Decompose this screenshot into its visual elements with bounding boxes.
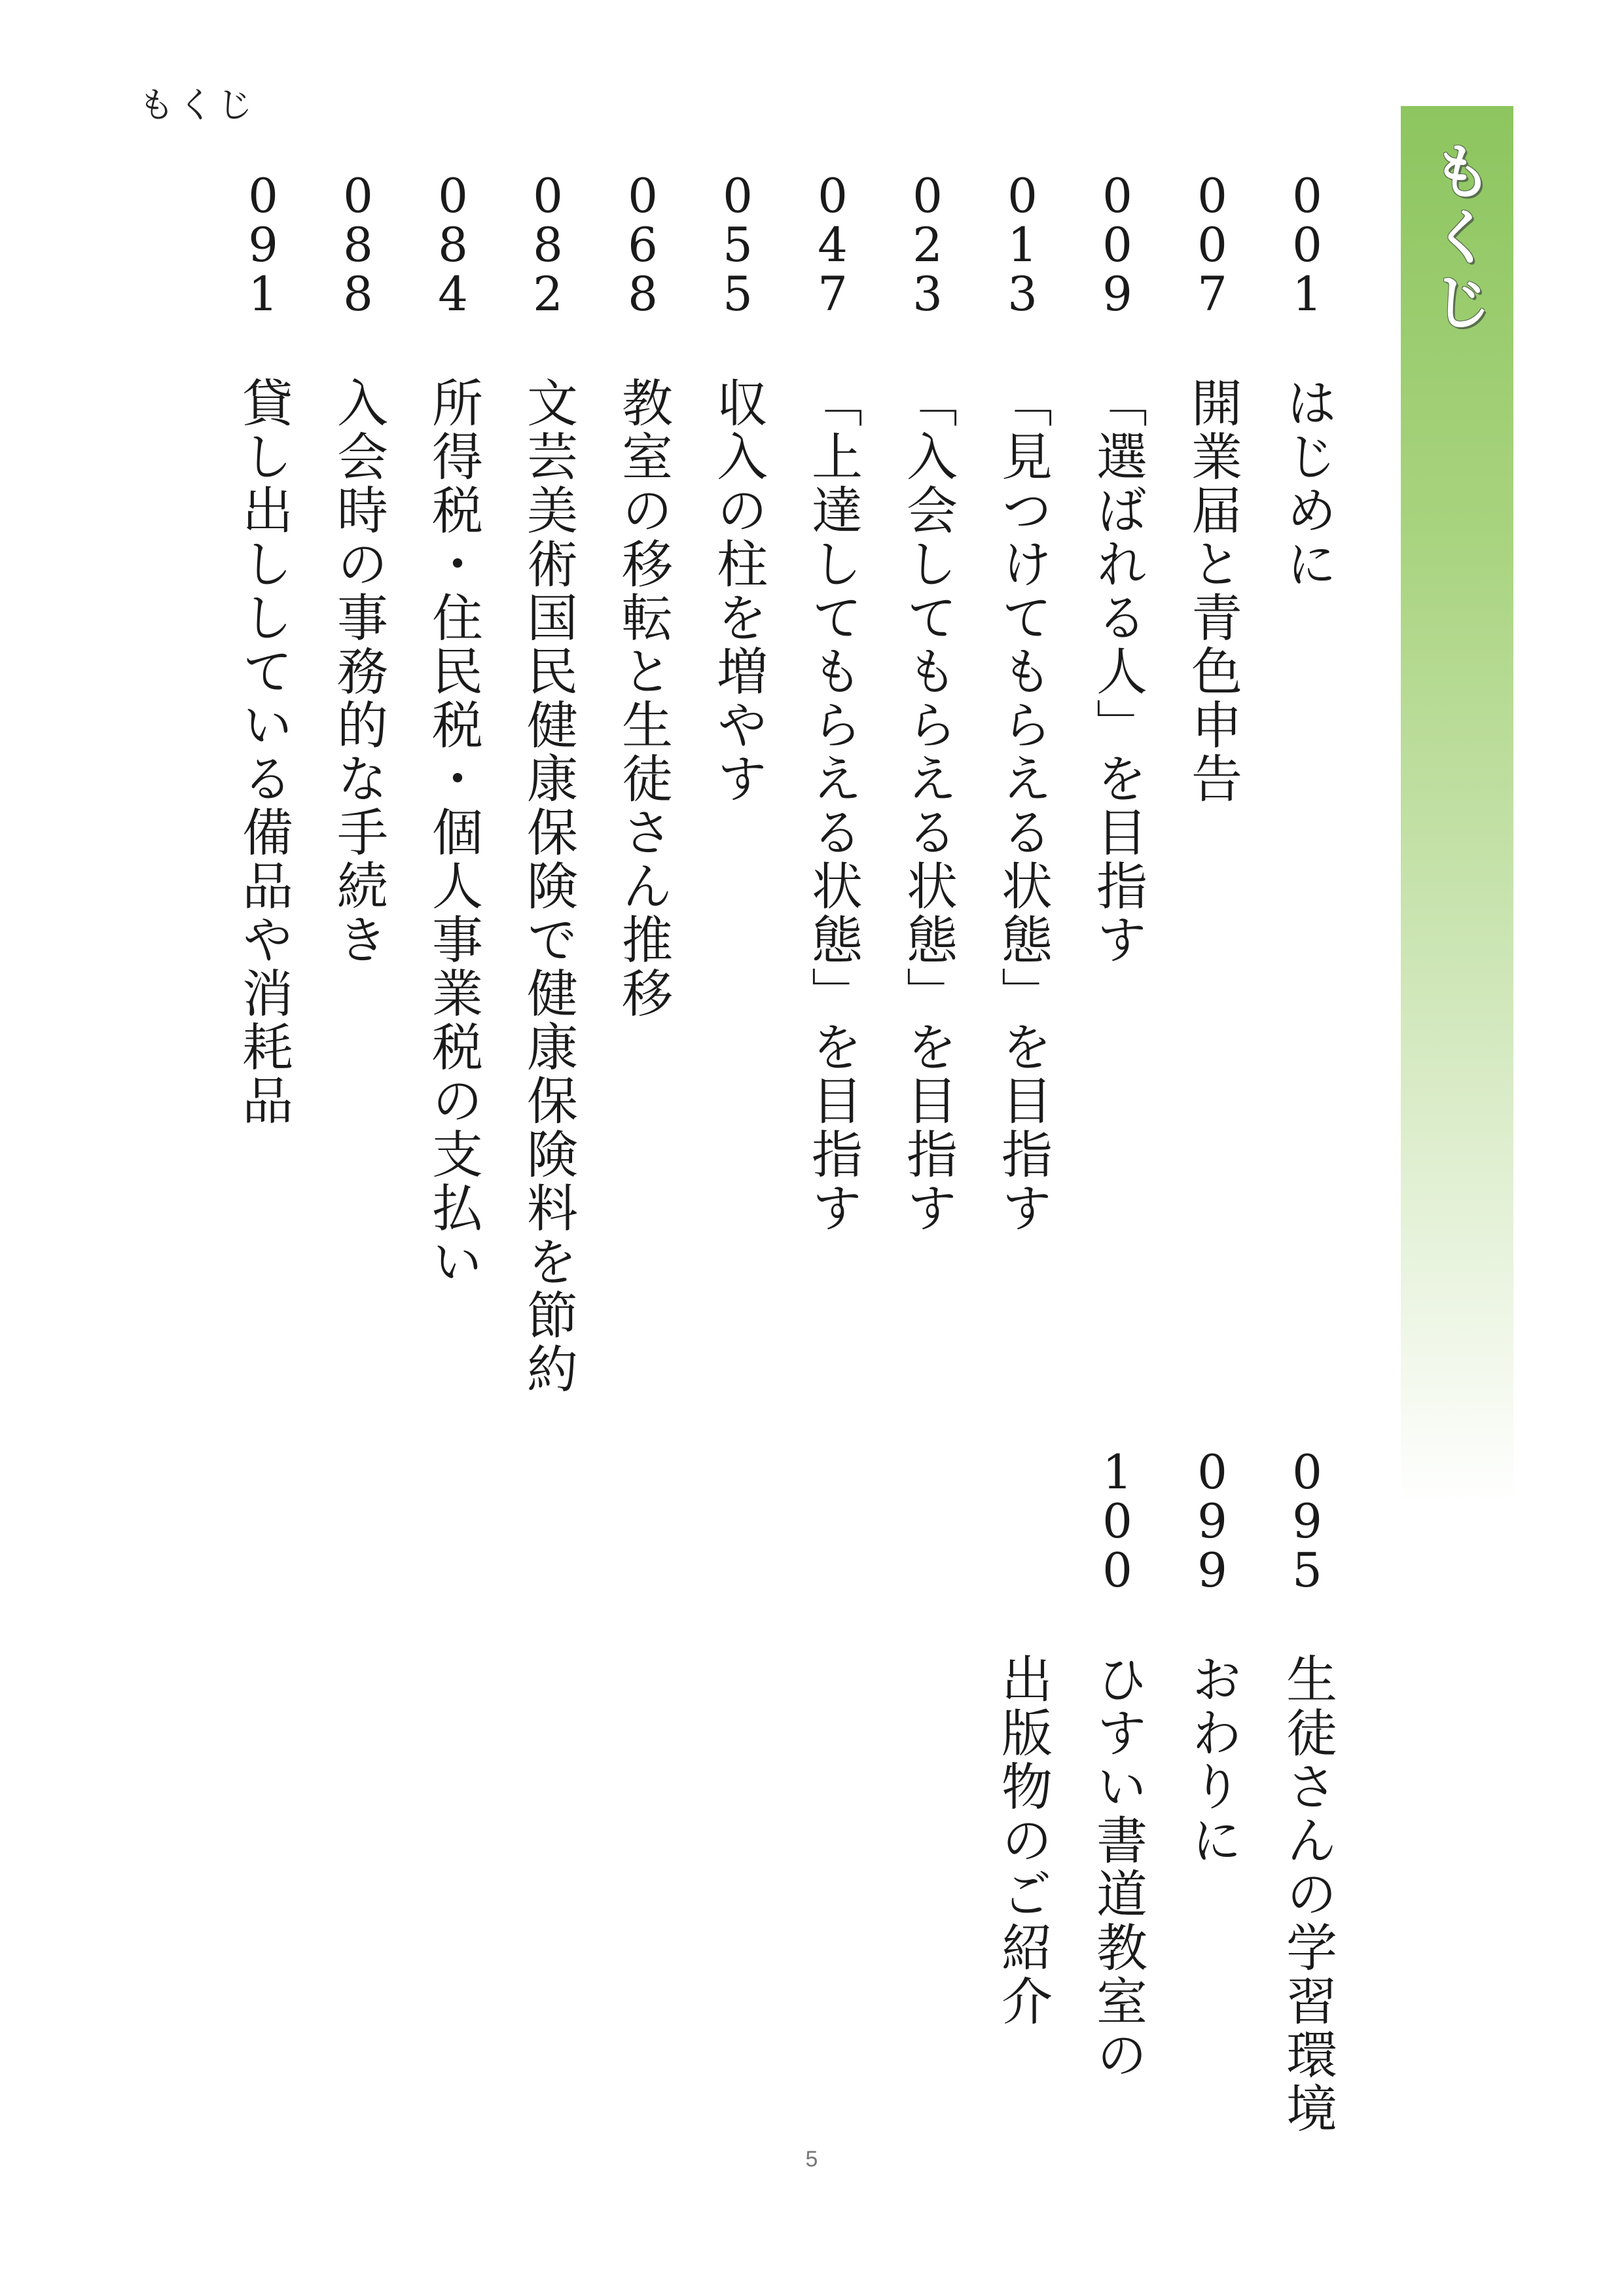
toc-entry[interactable] <box>322 168 394 967</box>
toc-entry-title: 出版物のご紹介 <box>993 1653 1052 2028</box>
toc-heading: もくじ <box>1422 140 1492 336</box>
toc-page-number: 0 8 8 <box>343 168 373 321</box>
toc-page-number: 0 0 1 <box>1292 168 1322 321</box>
toc-entry[interactable] <box>1271 1444 1343 2136</box>
toc-entry-title: はじめに <box>1278 376 1337 591</box>
toc-page-number: 1 0 0 <box>1102 1444 1132 1598</box>
toc-entry[interactable] <box>892 168 964 1235</box>
toc-page-number: 0 8 4 <box>438 168 468 321</box>
running-header: もくじ <box>139 84 257 126</box>
toc-page-number: 0 1 3 <box>1007 168 1038 321</box>
toc-entry-title: 貸し出ししている備品や消耗品 <box>234 376 293 1128</box>
title-band <box>1401 106 1513 1507</box>
toc-page-number: 0 6 8 <box>628 168 658 321</box>
toc-entry[interactable] <box>1271 168 1343 591</box>
toc-page-number: 0 8 2 <box>533 168 563 321</box>
toc-entry-title: 生徒さんの学習環境 <box>1278 1653 1337 2136</box>
toc-page-number: 0 9 5 <box>1292 1444 1322 1598</box>
toc-entry[interactable] <box>607 168 679 1020</box>
toc-entry-title: おわりに <box>1183 1653 1242 1867</box>
toc-entry[interactable] <box>512 168 584 1396</box>
page-number: 5 <box>805 2147 818 2172</box>
toc-entry[interactable] <box>1081 168 1153 967</box>
toc-page-number: 0 0 9 <box>1102 168 1132 321</box>
toc-page-number: 0 4 7 <box>818 168 848 321</box>
toc-page-number: 0 0 7 <box>1197 168 1227 321</box>
toc-entry[interactable] <box>702 168 774 806</box>
toc-entry-title: 文芸美術国民健康保険で健康保険料を節約 <box>518 376 577 1396</box>
toc-entry-title: 「上達してもらえる状態」を目指す <box>803 376 862 1235</box>
toc-entry[interactable] <box>1081 1444 1153 2082</box>
toc-entry-title: ひすい書道教室の <box>1088 1653 1147 2082</box>
toc-entry-title: 「選ばれる人」を目指す <box>1088 376 1147 967</box>
toc-entry-title: 「入会してもらえる状態」を目指す <box>898 376 957 1235</box>
toc-entry-title: 収入の柱を増やす <box>708 376 767 806</box>
toc-page-number: 0 2 3 <box>912 168 943 321</box>
toc-entry[interactable] <box>986 1448 1058 2028</box>
toc-entry-title: 開業届と青色申告 <box>1183 376 1242 806</box>
toc-entry-title: 教室の移転と生徒さん推移 <box>613 376 672 1020</box>
toc-entry[interactable] <box>1176 1444 1248 1867</box>
toc-page-number: 0 9 1 <box>248 168 278 321</box>
toc-entry[interactable] <box>797 168 869 1235</box>
toc-page-number <box>996 1448 1049 1595</box>
toc-entry[interactable] <box>417 168 489 1289</box>
toc-page-number: 0 9 9 <box>1197 1444 1227 1598</box>
toc-entry-title: 入会時の事務的な手続き <box>329 376 388 967</box>
toc-entry[interactable] <box>986 168 1058 1235</box>
toc-page-number: 0 5 5 <box>723 168 753 321</box>
toc-entry[interactable] <box>1176 168 1248 806</box>
toc-entry[interactable] <box>227 168 299 1128</box>
toc-entry-title: 「見つけてもらえる状態」を目指す <box>993 376 1052 1235</box>
toc-entry-title: 所得税・住民税・個人事業税の支払い <box>424 376 482 1289</box>
